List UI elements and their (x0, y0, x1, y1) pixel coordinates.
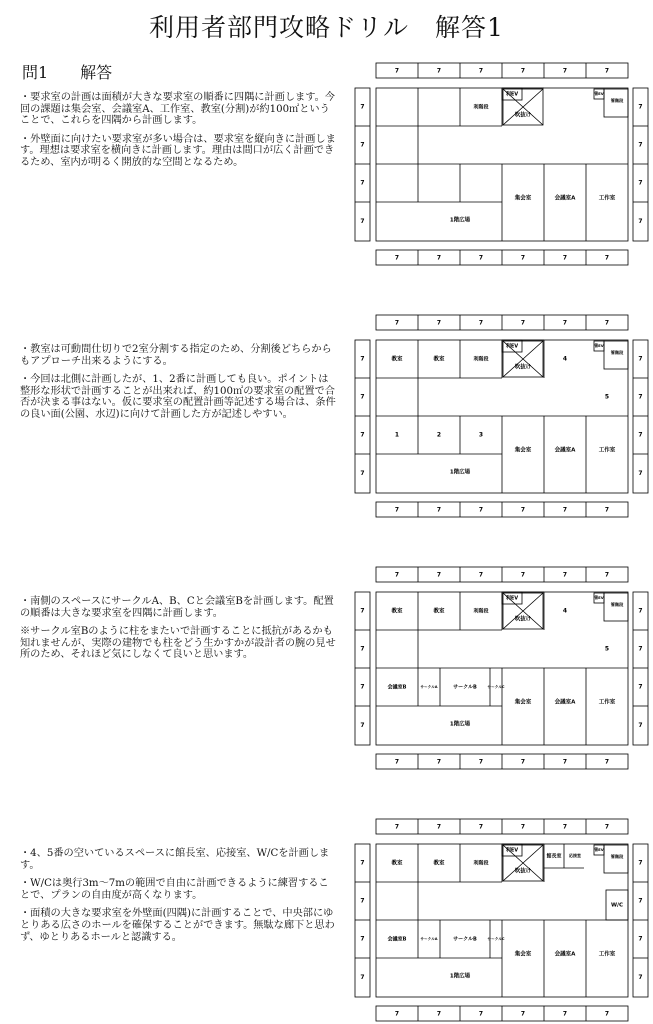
admin-stair-label: 管階段 (610, 602, 624, 607)
plaza-label: 1階広場 (449, 217, 471, 224)
grid-dimension: 7 (436, 67, 442, 75)
grid-dimension: 7 (360, 897, 365, 905)
void-label: 吹抜け (514, 616, 532, 623)
grid-dimension: 7 (520, 319, 526, 327)
room-classroom-1: 教室 (391, 608, 403, 615)
grid-dimension: 7 (478, 571, 484, 579)
question-heading: 問1 解答 (22, 63, 113, 82)
grid-dimension: 7 (604, 1010, 610, 1018)
grid-dimension: 7 (436, 571, 442, 579)
grid-dimension: 7 (360, 607, 365, 615)
grid-dimension: 7 (604, 254, 610, 262)
grid-dimension: 7 (604, 823, 610, 831)
grid-dimension: 7 (436, 319, 442, 327)
grid-dimension: 7 (360, 645, 365, 653)
void-label: 吹抜け (514, 364, 532, 371)
admin-stair (604, 593, 628, 621)
admin-stair-label: 管階段 (610, 98, 624, 103)
room-circle-a: サークルA (420, 937, 438, 941)
grid-dimension: 7 (638, 393, 643, 401)
grid-dimension: 7 (638, 974, 643, 981)
grid-dimension: 7 (436, 758, 442, 766)
grid-dimension: 7 (638, 859, 643, 867)
grid-dimension: 7 (638, 645, 643, 653)
room-classroom-1: 教室 (391, 356, 403, 363)
grid-dimension: 7 (394, 1010, 400, 1018)
grid-dimension: 7 (562, 823, 568, 831)
room-workshop: 工作室 (598, 447, 616, 454)
grid-dimension: 7 (562, 1010, 568, 1018)
grid-dimension: 7 (478, 1010, 484, 1018)
grid-dimension: 7 (604, 758, 610, 766)
area-number-5: 5 (604, 645, 610, 653)
room-meeting-a: 会議室A (554, 951, 576, 958)
grid-dimension: 7 (638, 141, 643, 149)
grid-dimension: 7 (638, 431, 643, 439)
grid-dimension: 7 (638, 179, 643, 187)
paragraph: ・南側のスペースにサークルA、B、Cと会議室Bを計画します。配置の順番は大きな要求室を四隅に計画します。 (20, 596, 334, 619)
grid-dimension: 7 (360, 470, 365, 477)
room-meeting-a: 会議室A (554, 699, 576, 706)
grid-dimension: 7 (360, 103, 365, 111)
grid-dimension: 7 (520, 254, 526, 262)
grid-dimension: 7 (436, 254, 442, 262)
grid-dimension: 7 (604, 67, 610, 75)
admin-stair (604, 341, 628, 369)
grid-dimension: 7 (360, 179, 365, 187)
grid-dimension: 7 (360, 859, 365, 867)
stair-label: 利階段 (473, 860, 489, 867)
void-label: 吹抜け (514, 868, 532, 875)
admin-ev-label: 管EV (594, 91, 604, 96)
grid-dimension: 7 (360, 974, 365, 981)
grid-dimension: 7 (638, 722, 643, 729)
stair-label: 利階段 (473, 356, 489, 363)
paragraph: ・4、5番の空いているスペースに館長室、応接室、W/Cを計画します。 (20, 848, 330, 871)
grid-dimension: 7 (360, 218, 365, 225)
room-workshop: 工作室 (598, 195, 616, 202)
room-circle-a: サークルA (420, 685, 438, 689)
grid-dimension: 7 (394, 823, 400, 831)
grid-dimension: 7 (638, 607, 643, 615)
grid-dimension: 7 (394, 758, 400, 766)
grid-dimension: 7 (638, 218, 643, 225)
grid-dimension: 7 (562, 571, 568, 579)
room-circle-c: サークルC (487, 685, 505, 689)
room-assembly: 集会室 (514, 951, 532, 958)
room-classroom-1: 教室 (391, 860, 403, 867)
room-meeting-a: 会議室A (554, 195, 576, 202)
grid-dimension: 7 (360, 355, 365, 363)
grid-dimension: 7 (520, 1010, 526, 1018)
grid-dimension: 7 (562, 319, 568, 327)
ev-label: 利EV (505, 595, 519, 602)
paragraph: ・面積の大きな要求室を外壁面(四隅)に計画することで、中央部にゆとりある広さのホールを確保することができます。無駄な廊下と思わず、ゆとりあるホールと認識する。 (20, 908, 335, 943)
grid-dimension: 7 (562, 67, 568, 75)
grid-dimension: 7 (562, 254, 568, 262)
admin-stair-label: 管階段 (610, 350, 624, 355)
grid-dimension: 7 (562, 758, 568, 766)
grid-dimension: 7 (520, 823, 526, 831)
plaza-label: 1階広場 (449, 469, 471, 476)
grid-dimension: 7 (520, 67, 526, 75)
area-number-4: 4 (562, 607, 568, 615)
admin-stair (604, 845, 628, 873)
grid-dimension: 7 (360, 683, 365, 691)
grid-dimension: 7 (520, 571, 526, 579)
grid-dimension: 7 (638, 683, 643, 691)
grid-dimension: 7 (604, 319, 610, 327)
paragraph: ・W/Cは奥行3m～7mの範囲で自由に計画できるように練習することで、プランの自由度が高くなります。 (20, 878, 329, 901)
grid-dimension: 7 (478, 254, 484, 262)
grid-dimension: 7 (478, 506, 484, 514)
paragraph: ※サークル室Bのように柱をまたいで計画することに抵抗があるかも知れませんが、実際の建物でも柱をどう生かすかが設計者の腕の見せ所のため、それほど気にしなくて良いと思います。 (20, 626, 336, 661)
room-assembly: 集会室 (514, 447, 532, 454)
plaza-label: 1階広場 (449, 721, 471, 728)
room-meeting-b: 会議室B (387, 936, 407, 943)
stair-label: 利階段 (473, 104, 489, 111)
room-classroom-2: 教室 (433, 608, 445, 615)
room-director: 館長室 (546, 853, 562, 860)
area-number-4: 4 (562, 355, 568, 363)
admin-ev-label: 管EV (594, 595, 604, 600)
paragraph: ・外壁面に向けたい要求室が多い場合は、要求室を縦向きに計画します。理想は要求室を横向きに計画します。理由は間口が広く計画できるため、室内が明るく開放的な空間となるため。 (20, 133, 336, 168)
grid-dimension: 7 (360, 935, 365, 943)
grid-dimension: 7 (394, 571, 400, 579)
grid-dimension: 7 (520, 506, 526, 514)
grid-dimension: 7 (638, 355, 643, 363)
room-workshop: 工作室 (598, 699, 616, 706)
area-number-5: 5 (604, 393, 610, 401)
paragraph: ・教室は可動間仕切りで2室分割する指定のため、分割後どちらからもアプローチ出来るようにする。 (20, 344, 332, 367)
grid-dimension: 7 (360, 431, 365, 439)
grid-dimension: 7 (638, 470, 643, 477)
grid-dimension: 7 (436, 506, 442, 514)
grid-dimension: 7 (562, 506, 568, 514)
paragraph: ・要求室の計画は面積が大きな要求室の順番に四隅に計画します。今回の課題は集会室、会議室A、工作室、教室(分割)が約100㎡ということで、これらを四隅から計画します。 (20, 92, 335, 127)
grid-dimension: 7 (360, 722, 365, 729)
admin-stair (604, 89, 628, 117)
plaza-label: 1階広場 (449, 973, 471, 980)
grid-dimension: 7 (360, 141, 365, 149)
admin-ev-label: 管EV (594, 847, 604, 852)
grid-dimension: 7 (478, 823, 484, 831)
ev-label: 利EV (505, 91, 519, 98)
page-title: 利用者部門攻略ドリル 解答1 (149, 13, 504, 42)
area-number-1: 1 (394, 431, 400, 439)
room-circle-b: サークルB (453, 936, 477, 943)
area-number-2: 2 (436, 431, 442, 439)
room-assembly: 集会室 (514, 195, 532, 202)
grid-dimension: 7 (394, 319, 400, 327)
admin-stair-label: 管階段 (610, 854, 624, 859)
room-classroom-2: 教室 (433, 356, 445, 363)
admin-ev-label: 管EV (594, 343, 604, 348)
grid-dimension: 7 (360, 393, 365, 401)
grid-dimension: 7 (478, 67, 484, 75)
room-meeting-b: 会議室B (387, 684, 407, 691)
room-circle-b: サークルB (453, 684, 477, 691)
grid-dimension: 7 (394, 67, 400, 75)
grid-dimension: 7 (638, 897, 643, 905)
grid-dimension: 7 (436, 823, 442, 831)
stair-label: 利階段 (473, 608, 489, 615)
grid-dimension: 7 (638, 103, 643, 111)
room-circle-c: サークルC (487, 937, 505, 941)
room-wc: W/C (610, 902, 624, 909)
paragraph: ・今回は北側に計画したが、1、2番に計画しても良い。ポイントは整形な形状で計画することが出来れば、約100㎡の要求室の配置で合否が決まる事はない。仮に要求室の配置計画等記述する場合は、条件の良い面(公園、水辺)に向けて計画した方が記述しやすい。 (20, 374, 336, 420)
grid-dimension: 7 (478, 758, 484, 766)
grid-dimension: 7 (436, 1010, 442, 1018)
room-assembly: 集会室 (514, 699, 532, 706)
room-reception: 応接室 (569, 853, 581, 858)
ev-label: 利EV (505, 847, 519, 854)
ev-label: 利EV (505, 343, 519, 350)
grid-dimension: 7 (604, 506, 610, 514)
grid-dimension: 7 (604, 571, 610, 579)
area-number-3: 3 (478, 431, 484, 439)
room-classroom-2: 教室 (433, 860, 445, 867)
room-workshop: 工作室 (598, 951, 616, 958)
grid-dimension: 7 (520, 758, 526, 766)
grid-dimension: 7 (638, 935, 643, 943)
void-label: 吹抜け (514, 112, 532, 119)
grid-dimension: 7 (394, 254, 400, 262)
room-meeting-a: 会議室A (554, 447, 576, 454)
grid-dimension: 7 (478, 319, 484, 327)
grid-dimension: 7 (394, 506, 400, 514)
